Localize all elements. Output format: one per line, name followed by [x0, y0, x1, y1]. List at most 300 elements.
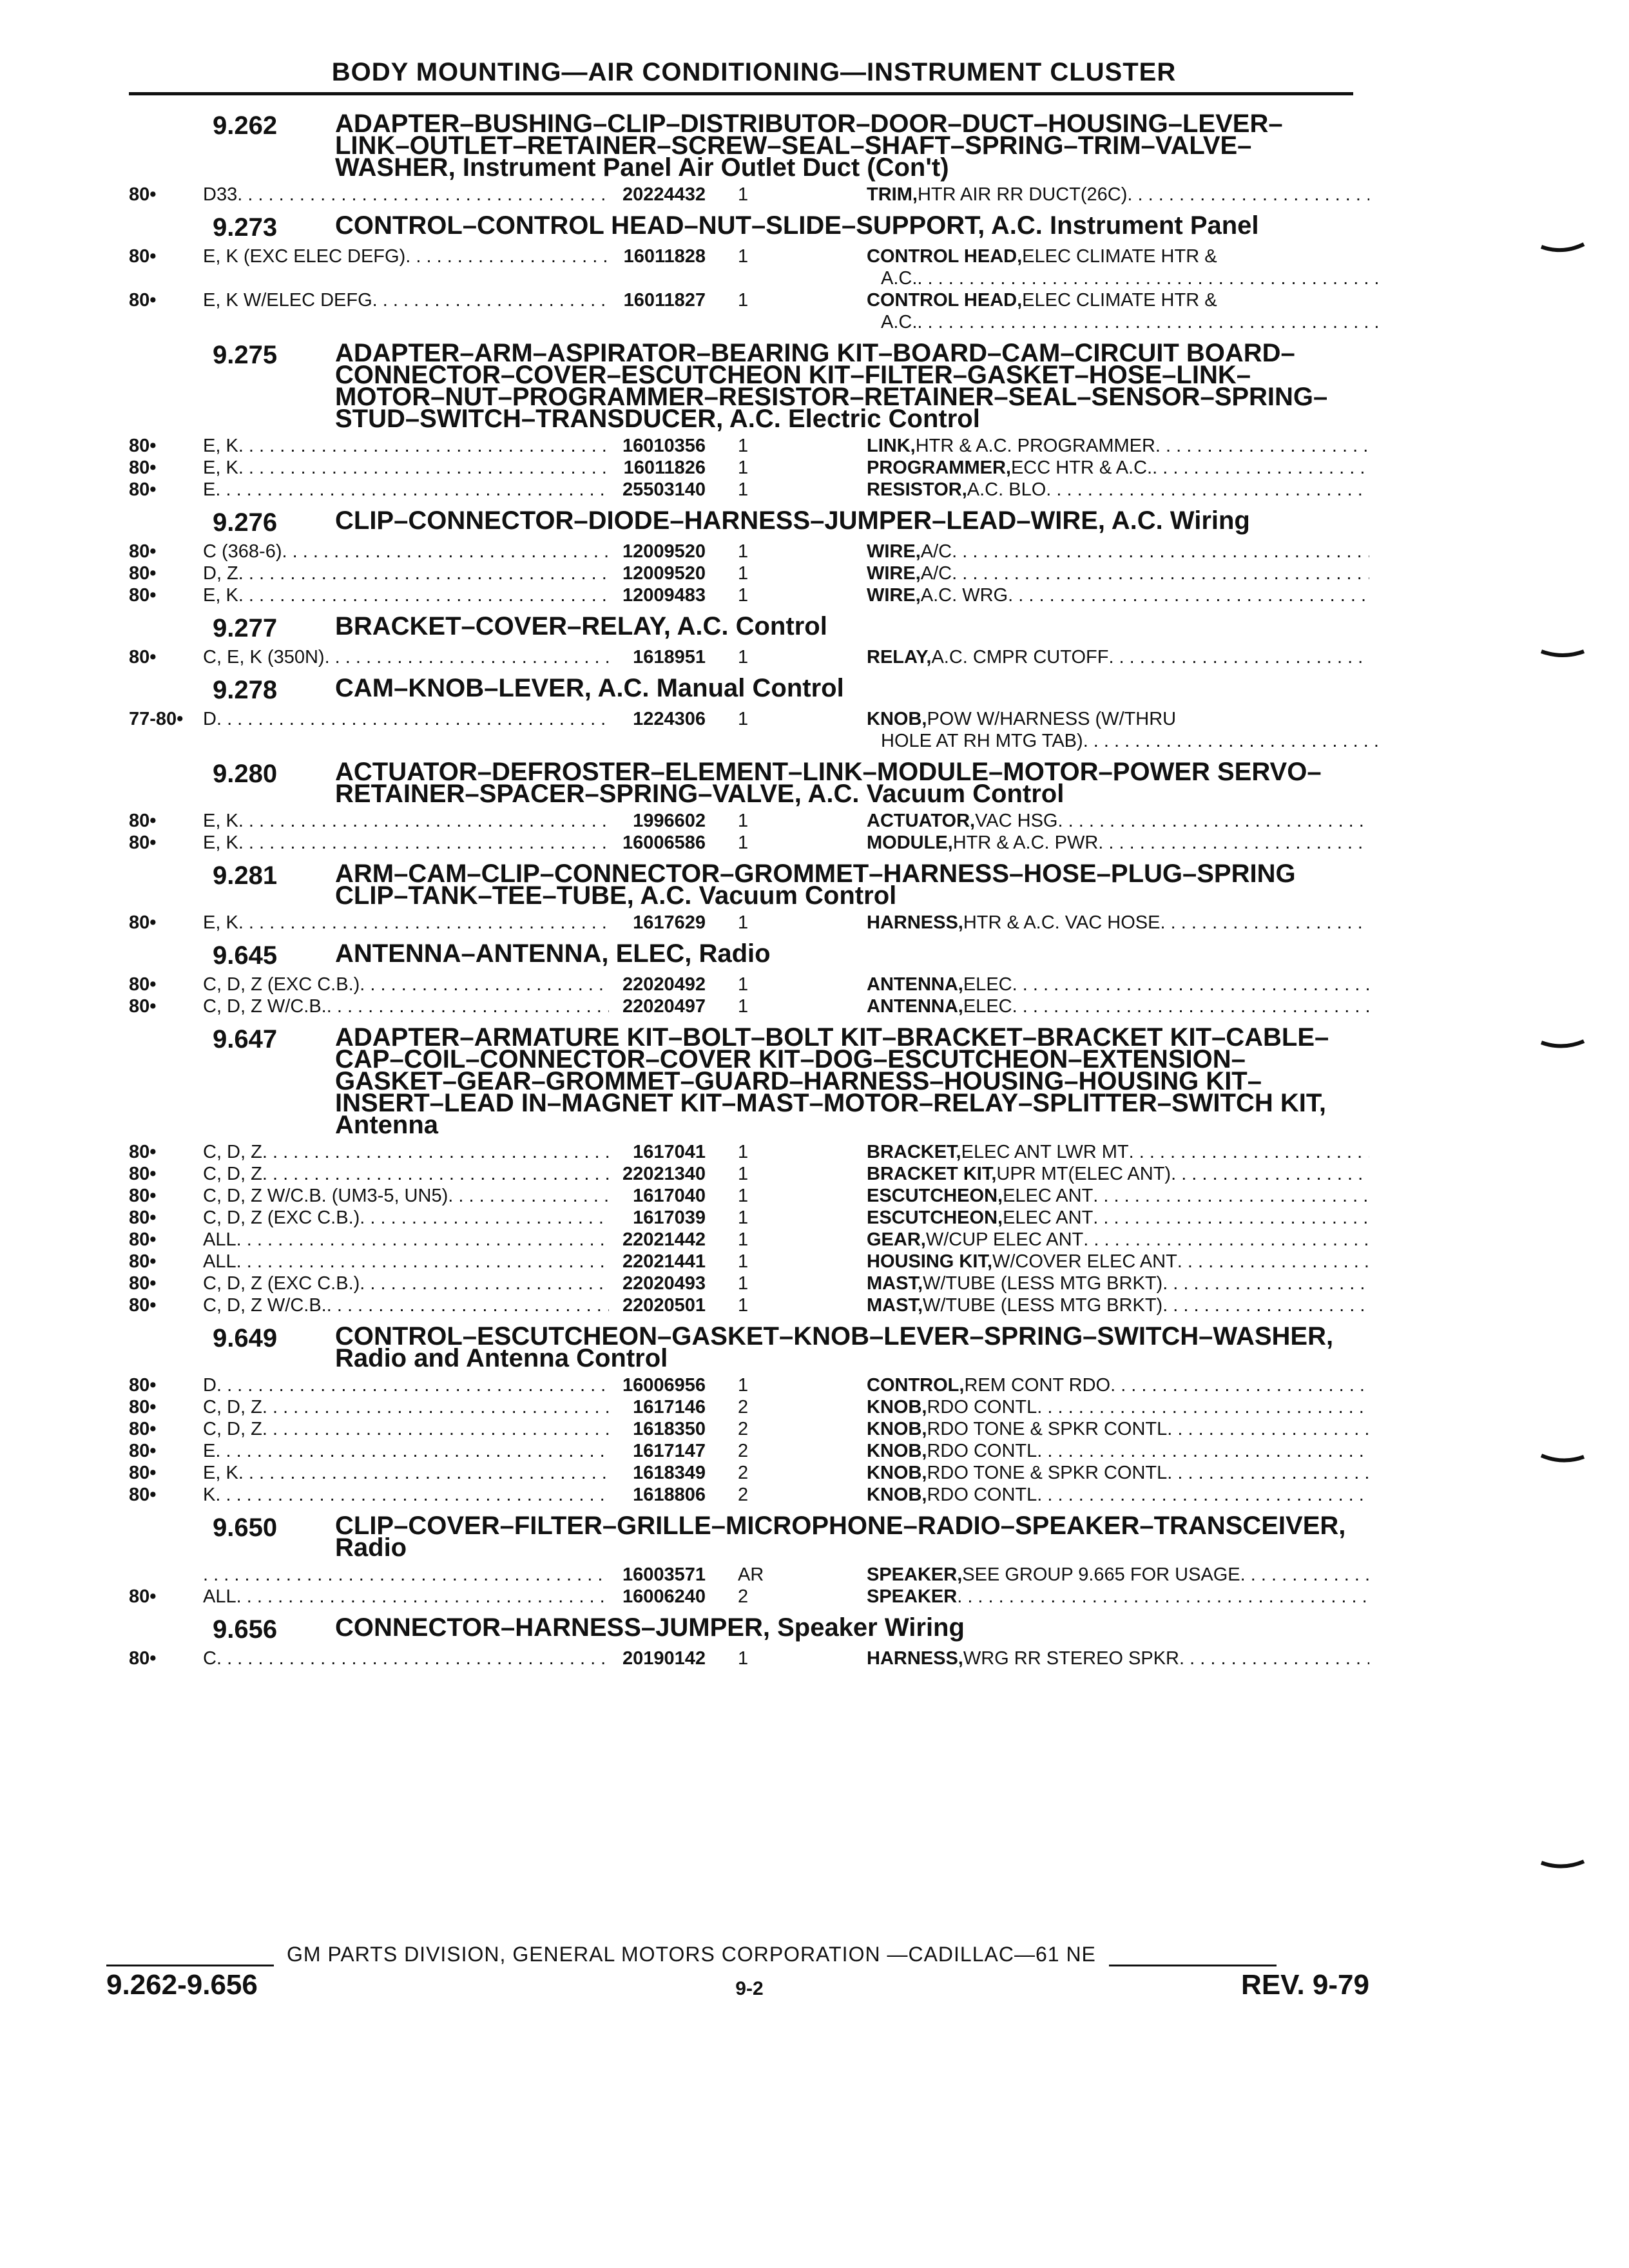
part-name: PROGRAMMER,	[867, 457, 1011, 478]
model-year: 80•	[129, 563, 157, 584]
group-title	[335, 506, 1353, 535]
usage-condition	[203, 1374, 609, 1396]
part-number: 22021441	[622, 1251, 706, 1272]
model-year: 80•	[129, 996, 157, 1017]
usage-condition	[203, 1163, 609, 1185]
leader-dots	[1152, 457, 1369, 479]
part-row	[116, 435, 1360, 457]
group-section	[116, 860, 1360, 934]
usage-condition	[203, 1185, 609, 1207]
group-heading	[116, 110, 1360, 182]
condition-text: C	[203, 1648, 217, 1669]
part-number: 22020492	[622, 974, 706, 995]
group-section	[116, 674, 1360, 752]
group-number: 9.280	[213, 760, 278, 788]
model-year: 80•	[129, 290, 157, 311]
model-year: 80•	[129, 541, 157, 562]
condition-text: E, K	[203, 912, 238, 933]
group-title	[335, 674, 1353, 702]
model-year: 80•	[129, 479, 157, 500]
group-title-parts: CAM–KNOB–LEVER,	[335, 674, 592, 702]
part-row	[116, 541, 1360, 562]
leader-dots	[1012, 995, 1369, 1017]
part-description: HTR AIR RR DUCT(26C)	[917, 184, 1128, 205]
group-heading	[116, 211, 1360, 242]
quantity: 1	[738, 1142, 749, 1162]
part-row	[116, 974, 1360, 995]
quantity: 1	[738, 1164, 749, 1184]
part-name: BRACKET,	[867, 1142, 961, 1162]
quantity: 1	[738, 246, 749, 267]
leader-dots	[448, 1185, 609, 1207]
group-title-parts: ACTUATOR–DEFROSTER–ELEMENT–LINK–MODULE–MOTOR–POWER SERVO–RETAINER–SPACER–SPRING–VALVE,	[335, 758, 1322, 808]
part-description: A.C. WRG	[920, 585, 1008, 606]
part-row	[116, 1484, 1360, 1506]
group-title-subject: Instrument Panel Air Outlet Duct (Con't)	[462, 153, 949, 182]
part-number: 16003571	[622, 1564, 706, 1585]
quantity: 1	[738, 1648, 749, 1669]
quantity: 1	[738, 184, 749, 205]
part-name: MAST,	[867, 1273, 923, 1294]
leader-dots	[238, 912, 609, 934]
part-number: 16011828	[623, 246, 706, 267]
quantity: 1	[738, 1207, 749, 1228]
leader-dots	[360, 1207, 609, 1229]
condition-text: E, K (EXC ELEC DEFG)	[203, 246, 406, 267]
quantity: 1	[738, 647, 749, 668]
condition-text: D	[203, 1375, 217, 1396]
leader-dots	[238, 584, 609, 606]
usage-condition	[203, 708, 609, 730]
group-title	[335, 758, 1353, 808]
part-name: KNOB,	[867, 1419, 927, 1439]
condition-text: C, D, Z (EXC C.B.)	[203, 974, 360, 995]
model-year: 80•	[129, 184, 157, 205]
leader-dots	[325, 646, 609, 668]
model-year: 80•	[129, 1186, 157, 1206]
quantity: 1	[738, 709, 749, 729]
part-name: ANTENNA,	[867, 996, 963, 1017]
part-description: RDO CONTL	[927, 1441, 1037, 1461]
group-number: 9.275	[213, 341, 278, 369]
group-number: 9.649	[213, 1324, 278, 1352]
model-year: 80•	[129, 1164, 157, 1184]
part-row	[116, 1418, 1360, 1440]
part-name: WIRE,	[867, 585, 921, 606]
page-header	[129, 58, 1353, 95]
part-description: A.C. CMPR CUTOFF	[931, 647, 1109, 668]
group-heading	[116, 860, 1360, 910]
margin-tick-mark	[1540, 242, 1585, 256]
leader-dots	[1179, 1648, 1369, 1669]
group-title-parts: BRACKET–COVER–RELAY,	[335, 612, 671, 640]
leader-dots	[1037, 1484, 1369, 1506]
quantity: 1	[738, 290, 749, 311]
condition-text: C (368-6)	[203, 541, 282, 562]
condition-text: ALL	[203, 1251, 236, 1272]
model-year: 77-80•	[129, 709, 184, 729]
header-rule	[129, 92, 1353, 95]
model-year: 80•	[129, 1397, 157, 1418]
group-number: 9.262	[213, 111, 278, 140]
condition-text: C, D, Z W/C.B. (UM3-5, UN5)	[203, 1186, 448, 1206]
usage-condition	[203, 562, 609, 584]
model-year: 80•	[129, 912, 157, 933]
model-year: 80•	[129, 1251, 157, 1272]
part-number: 16006240	[622, 1586, 706, 1607]
part-description: UPR MT(ELEC ANT)	[996, 1164, 1171, 1184]
quantity: 1	[738, 563, 749, 584]
part-row	[116, 1163, 1360, 1185]
group-number: 9.650	[213, 1514, 278, 1542]
part-entry	[867, 1207, 1369, 1229]
condition-text: E	[203, 479, 216, 500]
quantity: 1	[738, 1375, 749, 1396]
part-name: KNOB,	[867, 1485, 927, 1505]
group-title-subject: A.C. Vacuum Control	[640, 881, 897, 910]
footer-page-number: 9-2	[735, 1978, 764, 1999]
leader-dots	[1167, 1418, 1369, 1440]
part-description-continued: HOLE AT RH MTG TAB)	[881, 731, 1083, 751]
model-year: 80•	[129, 647, 157, 668]
part-name: MAST,	[867, 1295, 923, 1316]
model-year: 80•	[129, 1441, 157, 1461]
part-entry	[867, 974, 1369, 995]
group-title	[335, 1613, 1353, 1642]
group-heading	[116, 758, 1360, 808]
part-entry	[867, 457, 1369, 479]
usage-condition	[203, 1586, 609, 1608]
part-description: ELEC CLIMATE HTR &	[1022, 290, 1217, 311]
part-name: ESCUTCHEON,	[867, 1207, 1003, 1228]
model-year: 80•	[129, 1648, 157, 1669]
group-number: 9.276	[213, 508, 278, 537]
condition-text: E	[203, 1441, 216, 1461]
part-name: HARNESS,	[867, 912, 963, 933]
quantity: 1	[738, 1251, 749, 1272]
group-heading	[116, 1613, 1360, 1644]
leader-dots	[1110, 1374, 1369, 1396]
part-row	[116, 1586, 1360, 1608]
footer-rule-right	[1109, 1965, 1277, 1966]
group-number: 9.645	[213, 941, 278, 970]
part-name: SPEAKER	[867, 1586, 958, 1607]
usage-condition	[203, 1273, 609, 1294]
part-row	[116, 562, 1360, 584]
condition-text: C, D, Z	[203, 1419, 262, 1439]
condition-text: ALL	[203, 1229, 236, 1250]
leader-dots	[372, 289, 609, 311]
group-title-parts: CONTROL–ESCUTCHEON–GASKET–KNOB–LEVER–SPRING–SWITCH–WASHER,	[335, 1322, 1334, 1350]
group-section	[116, 506, 1360, 606]
part-entry	[867, 646, 1369, 668]
leader-dots	[1037, 1440, 1369, 1462]
quantity: 1	[738, 1295, 749, 1316]
condition-text: C, D, Z	[203, 1164, 262, 1184]
quantity: 1	[738, 832, 749, 853]
leader-dots	[238, 810, 609, 832]
part-name: CONTROL,	[867, 1375, 965, 1396]
part-row	[116, 646, 1360, 668]
condition-text: E, K	[203, 811, 238, 831]
group-number: 9.656	[213, 1615, 278, 1644]
part-description: W/CUP ELEC ANT	[925, 1229, 1084, 1250]
margin-tick-mark	[1540, 648, 1585, 662]
quantity: 1	[738, 996, 749, 1017]
part-number: 16011826	[623, 457, 706, 478]
part-number: 16006586	[622, 832, 706, 853]
leader-dots	[1155, 435, 1369, 457]
part-entry	[867, 1294, 1369, 1316]
usage-condition	[203, 1462, 609, 1484]
usage-condition	[203, 1229, 609, 1251]
leader-dots	[327, 995, 609, 1017]
model-year: 80•	[129, 1207, 157, 1228]
usage-condition	[203, 1648, 609, 1669]
leader-dots	[1129, 1141, 1369, 1163]
group-section	[116, 110, 1360, 206]
leader-dots	[1037, 1396, 1369, 1418]
quantity: AR	[738, 1564, 764, 1585]
part-row	[116, 1648, 1360, 1669]
leader-dots	[262, 1141, 609, 1163]
condition-text: C, D, Z	[203, 1142, 262, 1162]
quantity: 1	[738, 912, 749, 933]
group-section	[116, 758, 1360, 854]
leader-dots	[952, 562, 1369, 584]
leader-dots	[1093, 1185, 1369, 1207]
leader-dots	[1240, 1564, 1369, 1586]
leader-dots	[917, 267, 1383, 289]
usage-condition	[203, 1564, 609, 1586]
part-number: 1617146	[633, 1397, 706, 1418]
leader-dots	[360, 1273, 609, 1294]
leader-dots	[952, 541, 1369, 562]
group-title-parts: CLIP–CONNECTOR–DIODE–HARNESS–JUMPER–LEAD–WIRE,	[335, 506, 1106, 535]
part-row	[116, 584, 1360, 606]
part-number: 22021340	[622, 1164, 706, 1184]
part-entry	[867, 1586, 1369, 1608]
leader-dots	[238, 562, 609, 584]
part-description: W/TUBE (LESS MTG BRKT)	[923, 1295, 1163, 1316]
condition-text: C, D, Z W/C.B.	[203, 1295, 327, 1316]
part-description: RDO TONE & SPKR CONTL	[927, 1463, 1168, 1483]
group-section	[116, 339, 1360, 501]
usage-condition	[203, 457, 609, 479]
group-title-subject: A.C. Vacuum Control	[807, 780, 1065, 808]
group-title-parts: CONNECTOR–HARNESS–JUMPER,	[335, 1613, 770, 1642]
part-number: 16006956	[622, 1375, 706, 1396]
group-heading	[116, 1512, 1360, 1562]
part-name: KNOB,	[867, 1441, 927, 1461]
model-year: 80•	[129, 585, 157, 606]
group-number: 9.273	[213, 213, 278, 242]
group-title	[335, 1512, 1353, 1562]
part-description: A.C. BLO	[967, 479, 1046, 500]
usage-condition	[203, 912, 609, 934]
part-entry	[867, 912, 1369, 934]
group-title	[335, 860, 1353, 910]
leader-dots	[282, 541, 610, 562]
leader-dots	[917, 311, 1383, 333]
group-heading	[116, 674, 1360, 704]
leader-dots	[1083, 730, 1383, 752]
part-row	[116, 1185, 1360, 1207]
group-title-parts: ANTENNA–ANTENNA, ELEC,	[335, 939, 692, 968]
quantity: 2	[738, 1441, 749, 1461]
part-entry	[867, 708, 1369, 752]
leader-dots	[1162, 1273, 1369, 1294]
quantity: 1	[738, 541, 749, 562]
model-year: 80•	[129, 1229, 157, 1250]
margin-tick-mark	[1540, 1039, 1585, 1053]
part-number: 16010356	[622, 436, 706, 456]
leader-dots	[215, 1484, 609, 1506]
leader-dots	[957, 1586, 1369, 1608]
part-description: A/C	[920, 563, 952, 584]
condition-text: E, K	[203, 832, 238, 853]
part-row	[116, 1229, 1360, 1251]
part-number: 1617041	[633, 1142, 706, 1162]
part-number: 1618349	[633, 1463, 706, 1483]
part-entry	[867, 995, 1369, 1017]
quantity: 1	[738, 457, 749, 478]
group-heading	[116, 939, 1360, 970]
part-entry	[867, 245, 1369, 289]
usage-condition	[203, 1207, 609, 1229]
group-section	[116, 211, 1360, 333]
usage-condition	[203, 810, 609, 832]
condition-text: C, D, Z (EXC C.B.)	[203, 1273, 360, 1294]
model-year: 80•	[129, 1375, 157, 1396]
group-number: 9.277	[213, 614, 278, 642]
quantity: 1	[738, 436, 749, 456]
part-row	[116, 1141, 1360, 1163]
leader-dots	[1171, 1163, 1369, 1185]
part-row	[116, 912, 1360, 934]
leader-dots	[327, 1294, 609, 1316]
condition-text: C, E, K (350N)	[203, 647, 325, 668]
part-entry	[867, 584, 1369, 606]
usage-condition	[203, 245, 609, 267]
part-row	[116, 1564, 1360, 1586]
leader-dots	[236, 1586, 609, 1608]
leader-dots	[1057, 810, 1369, 832]
model-year: 80•	[129, 246, 157, 267]
part-description: WRG RR STEREO SPKR	[963, 1648, 1180, 1669]
leader-dots	[237, 184, 609, 206]
quantity: 2	[738, 1397, 749, 1418]
part-description: RDO TONE & SPKR CONTL	[927, 1419, 1168, 1439]
part-row	[116, 184, 1360, 206]
leader-dots	[1083, 1229, 1369, 1251]
model-year: 80•	[129, 974, 157, 995]
part-name: WIRE,	[867, 563, 921, 584]
group-section	[116, 1613, 1360, 1669]
part-number: 1224306	[633, 709, 706, 729]
part-row	[116, 1440, 1360, 1462]
footer-publisher: GM PARTS DIVISION, GENERAL MOTORS CORPORATION —CADILLAC—61 NE	[287, 1943, 1096, 1966]
part-number: 12009520	[622, 541, 706, 562]
part-description: ELEC ANT	[1003, 1186, 1094, 1206]
leader-dots	[1162, 1294, 1369, 1316]
group-title-subject: A.C. Instrument Panel	[990, 211, 1259, 240]
part-entry	[867, 1396, 1369, 1418]
usage-condition	[203, 584, 609, 606]
margin-tick-mark	[1540, 1453, 1585, 1467]
part-name: SPEAKER,	[867, 1564, 963, 1585]
part-number: 22021442	[622, 1229, 706, 1250]
part-row	[116, 457, 1360, 479]
condition-text: D	[203, 709, 217, 729]
part-name: ANTENNA,	[867, 974, 963, 995]
part-entry	[867, 1229, 1369, 1251]
group-section	[116, 939, 1360, 1017]
group-title-subject: Radio	[699, 939, 771, 968]
leader-dots	[1046, 479, 1369, 501]
part-name: TRIM,	[867, 184, 918, 205]
part-entry	[867, 562, 1369, 584]
model-year: 80•	[129, 1586, 157, 1607]
group-title-subject: A.C. Wiring	[1111, 506, 1250, 535]
condition-text: C, D, Z W/C.B.	[203, 996, 327, 1017]
part-number: 22020497	[622, 996, 706, 1017]
leader-dots	[1098, 832, 1369, 854]
part-row	[116, 1374, 1360, 1396]
part-row	[116, 1396, 1360, 1418]
group-number: 9.278	[213, 676, 278, 704]
usage-condition	[203, 1396, 609, 1418]
group-title-subject: A.C. Electric Control	[729, 405, 980, 433]
part-number: 12009520	[622, 563, 706, 584]
part-entry	[867, 1163, 1369, 1185]
part-name: LINK,	[867, 436, 916, 456]
usage-condition	[203, 479, 609, 501]
part-row	[116, 1273, 1360, 1294]
leader-dots	[217, 708, 609, 730]
group-title-subject: Antenna	[335, 1111, 438, 1139]
leader-dots	[1012, 974, 1369, 995]
model-year: 80•	[129, 1485, 157, 1505]
parts-listing	[116, 110, 1360, 1678]
group-title	[335, 1322, 1353, 1372]
usage-condition	[203, 1440, 609, 1462]
usage-condition	[203, 1418, 609, 1440]
part-name: MODULE,	[867, 832, 953, 853]
leader-dots	[238, 832, 609, 854]
condition-text: C, D, Z	[203, 1397, 262, 1418]
leader-dots	[215, 1440, 609, 1462]
group-title-parts: CLIP–COVER–FILTER–GRILLE–MICROPHONE–RADIO–SPEAKER–TRANSCEIVER,	[335, 1512, 1346, 1540]
usage-condition	[203, 1141, 609, 1163]
part-description: POW W/HARNESS (W/THRU	[927, 709, 1177, 729]
part-description: ELEC	[963, 996, 1012, 1017]
leader-dots	[238, 435, 609, 457]
model-year: 80•	[129, 1295, 157, 1316]
group-title-subject: Speaker Wiring	[777, 1613, 965, 1642]
leader-dots	[1127, 184, 1369, 206]
part-entry	[867, 541, 1369, 562]
part-description: ELEC CLIMATE HTR &	[1022, 246, 1217, 267]
part-description: VAC HSG	[975, 811, 1058, 831]
part-entry	[867, 1484, 1369, 1506]
part-description: ELEC ANT LWR MT	[961, 1142, 1129, 1162]
usage-condition	[203, 184, 609, 206]
model-year: 80•	[129, 1273, 157, 1294]
usage-condition	[203, 435, 609, 457]
leader-dots	[360, 974, 609, 995]
leader-dots	[1008, 584, 1369, 606]
